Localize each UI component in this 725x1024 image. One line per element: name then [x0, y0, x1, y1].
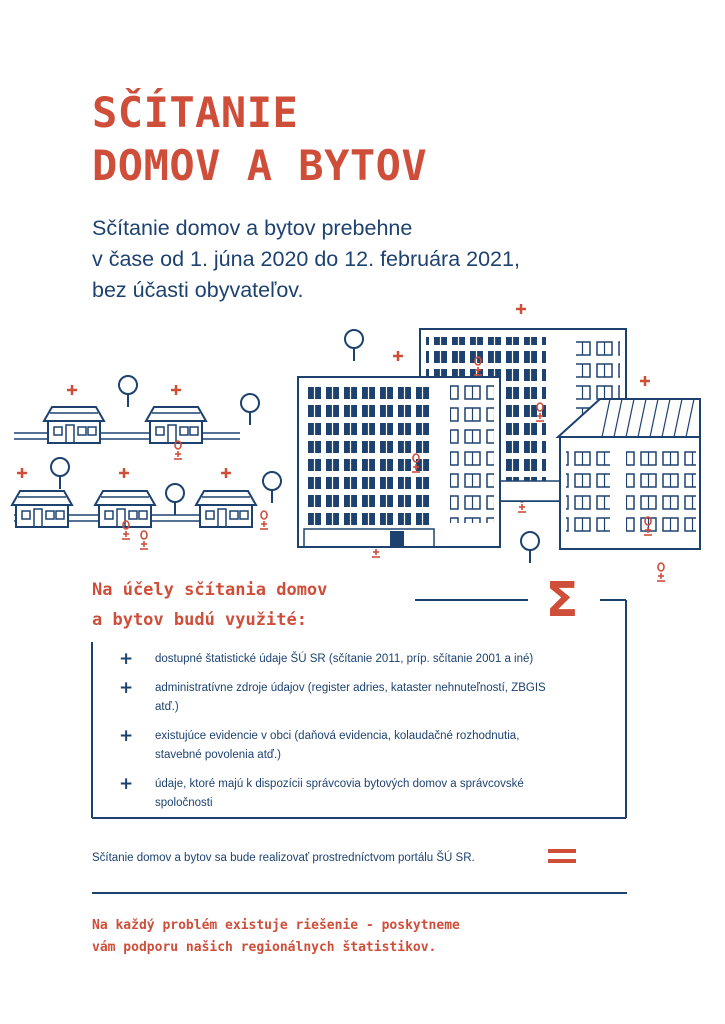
subtitle	[92, 213, 520, 306]
plus-icon	[221, 468, 231, 478]
footer-message	[92, 915, 460, 959]
house-icon	[12, 491, 72, 527]
house-icon	[44, 407, 104, 443]
list-item-text: existujúce evidencie v obci (daňová evidencia, kolaudačné rozhodnutia, stavebné povolenia atď.)	[155, 730, 520, 761]
house-icon	[146, 407, 206, 443]
section-heading-line-2: a bytov budú využité:	[92, 610, 307, 630]
plus-icon	[17, 468, 27, 478]
plus-icon: +	[119, 649, 134, 669]
list-item	[117, 650, 567, 669]
plus-icon	[67, 385, 77, 395]
footer-line-2: vám podporu našich regionálnych štatistikov.	[92, 940, 437, 955]
sigma-icon: Σ	[545, 572, 579, 628]
plus-icon	[393, 351, 403, 361]
plus-icon	[119, 468, 129, 478]
plus-icon	[171, 385, 181, 395]
footer-line-1: Na každý problém existuje riešenie - poskytneme	[92, 918, 460, 933]
tree-icon	[521, 532, 539, 563]
list-item	[117, 679, 567, 717]
tree-icon	[166, 484, 184, 515]
plus-icon	[516, 304, 526, 314]
tree-icon	[119, 376, 137, 407]
tree-icon	[345, 330, 363, 361]
portal-note: Sčítanie domov a bytov sa bude realizovať prostredníctvom portálu ŠÚ SR.	[92, 852, 475, 864]
gender-symbol-icon	[260, 511, 268, 529]
house-icon	[196, 491, 256, 527]
plus-icon: +	[119, 726, 134, 746]
sources-list	[117, 650, 567, 823]
plus-icon	[640, 376, 650, 386]
list-item	[117, 727, 567, 765]
list-item-text: dostupné štatistické údaje ŠÚ SR (sčítanie 2011, príp. sčítanie 2001 a iné)	[155, 653, 534, 665]
list-item	[117, 775, 567, 813]
section-heading	[92, 575, 327, 635]
title-line-2: DOMOV A BYTOV	[92, 141, 428, 190]
list-item-text: administratívne zdroje údajov (register adries, kataster nehnuteľností, ZBGIS atď.)	[155, 682, 546, 713]
section-heading-line-1: Na účely sčítania domov	[92, 580, 328, 600]
subtitle-line-3: bez účasti obyvateľov.	[92, 278, 304, 302]
gender-symbol-icon	[140, 531, 148, 549]
tree-icon	[51, 458, 69, 489]
town-illustration	[0, 295, 725, 605]
title-line-1: SČÍTANIE	[92, 88, 299, 137]
divider	[92, 892, 627, 894]
apartment-block-icon	[558, 399, 700, 549]
tree-icon	[241, 394, 259, 425]
apartment-block-icon	[298, 377, 500, 547]
list-item-text: údaje, ktoré majú k dispozícii správcovia bytových domov a správcovské spoločnosti	[155, 778, 524, 809]
plus-icon: +	[119, 774, 134, 794]
plus-icon: +	[119, 678, 134, 698]
equals-icon	[548, 845, 578, 867]
tree-icon	[263, 472, 281, 503]
page-title	[92, 86, 427, 192]
subtitle-line-2: v čase od 1. júna 2020 do 12. februára 2021,	[92, 247, 520, 271]
subtitle-line-1: Sčítanie domov a bytov prebehne	[92, 216, 413, 240]
